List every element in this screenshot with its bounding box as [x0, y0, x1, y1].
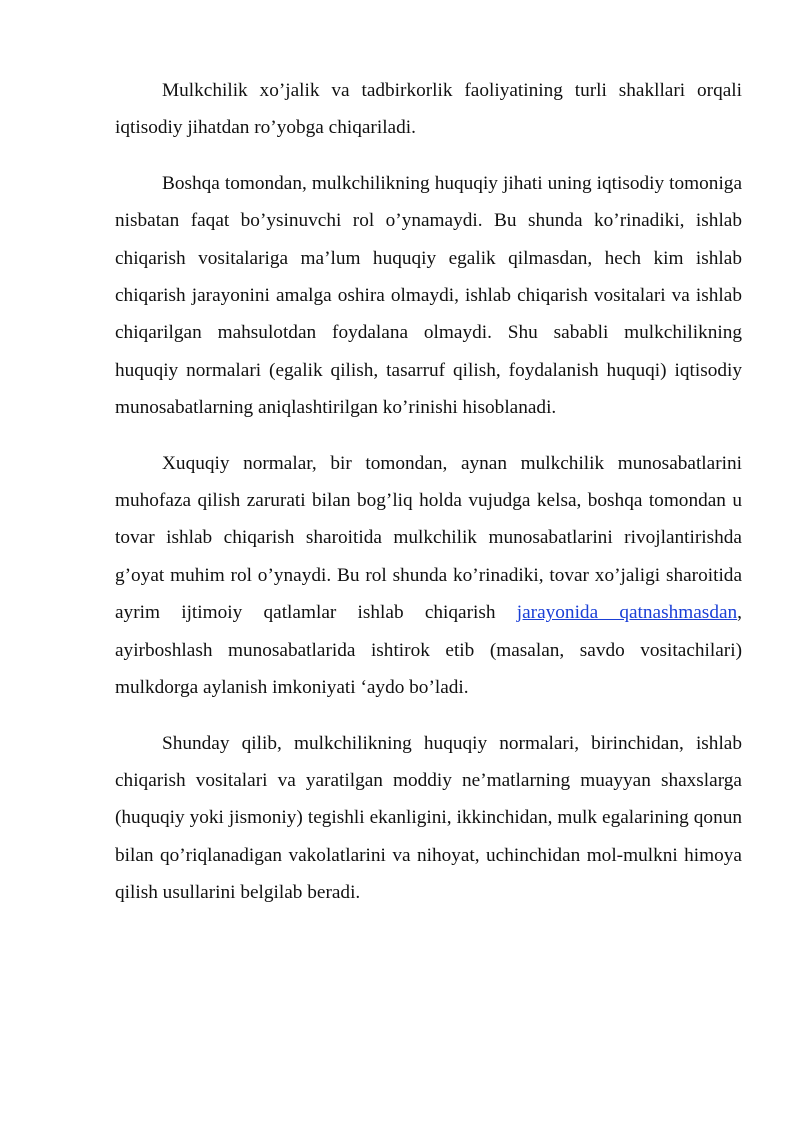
process-participation-link[interactable]: jarayonida qatnashmasdan: [516, 602, 738, 624]
paragraph-2: Boshqa tomondan, mulkchilikning huquqiy jihati uning iqtisodiy tomoniga nisbatan faqat bo’ysinuvchi rol o’ynamaydi. Bu shunda ko’rinadiki, ishlab chiqarish vositalariga ma’lum huquqiy egalik qilmasdan, hech kim ishlab chiqarish jarayonini amalga oshira olmaydi, ishlab chiqarish vositalari va ishlab chiqarilgan mahsulotdan foydalana olmaydi. Shu sababli mulkchilikning huquqiy normalari (egalik qilish, tasarruf qilish, foydalanish huquqi) iqtisodiy munosabatlarning aniqlashtirilgan ko’rinishi hisoblanadi.: [115, 172, 742, 419]
paragraph-1: Mulkchilik xo’jalik va tadbirkorlik faoliyatining turli shakllari orqali iqtisodiy jihatdan ro’yobga chiqariladi.: [115, 80, 742, 139]
document-page: [115, 72, 742, 930]
paragraph-3-text-after: , ayirboshlash munosabatlarida ishtirok etib (masalan, savdo vositachilari) mulkdorga aylanish imkoniyati ‘aydo bo’ladi.: [115, 602, 742, 699]
paragraph-4: Shunday qilib, mulkchilikning huquqiy normalari, birinchidan, ishlab chiqarish vositalari va yaratilgan moddiy ne’matlarning muayyan shaxslarga (huquqiy yoki jismoniy) tegishli ekanligini, ikkinchidan, mulk egalarining qonun bilan qo’riqlanadigan vakolatlarini va nihoyat, uchinchidan mol-mulkni himoya qilish usullarini belgilab beradi.: [115, 732, 742, 904]
paragraph-3: [115, 445, 742, 707]
paragraph-3-text-before: Xuquqiy normalar, bir tomondan, aynan mulkchilik munosabatlarini muhofaza qilish zarurati bilan bog’liq holda vujudga kelsa, boshqa tomondan u tovar ishlab chiqarish sharoitida mulkchilik munosabatlarini rivojlantirishda g’oyat muhim rol o’ynaydi. Bu rol shunda ko’rinadiki, tovar xo’jaligi sharoitida ayrim ijtimoiy qatlamlar ishlab chiqarish: [115, 452, 742, 624]
